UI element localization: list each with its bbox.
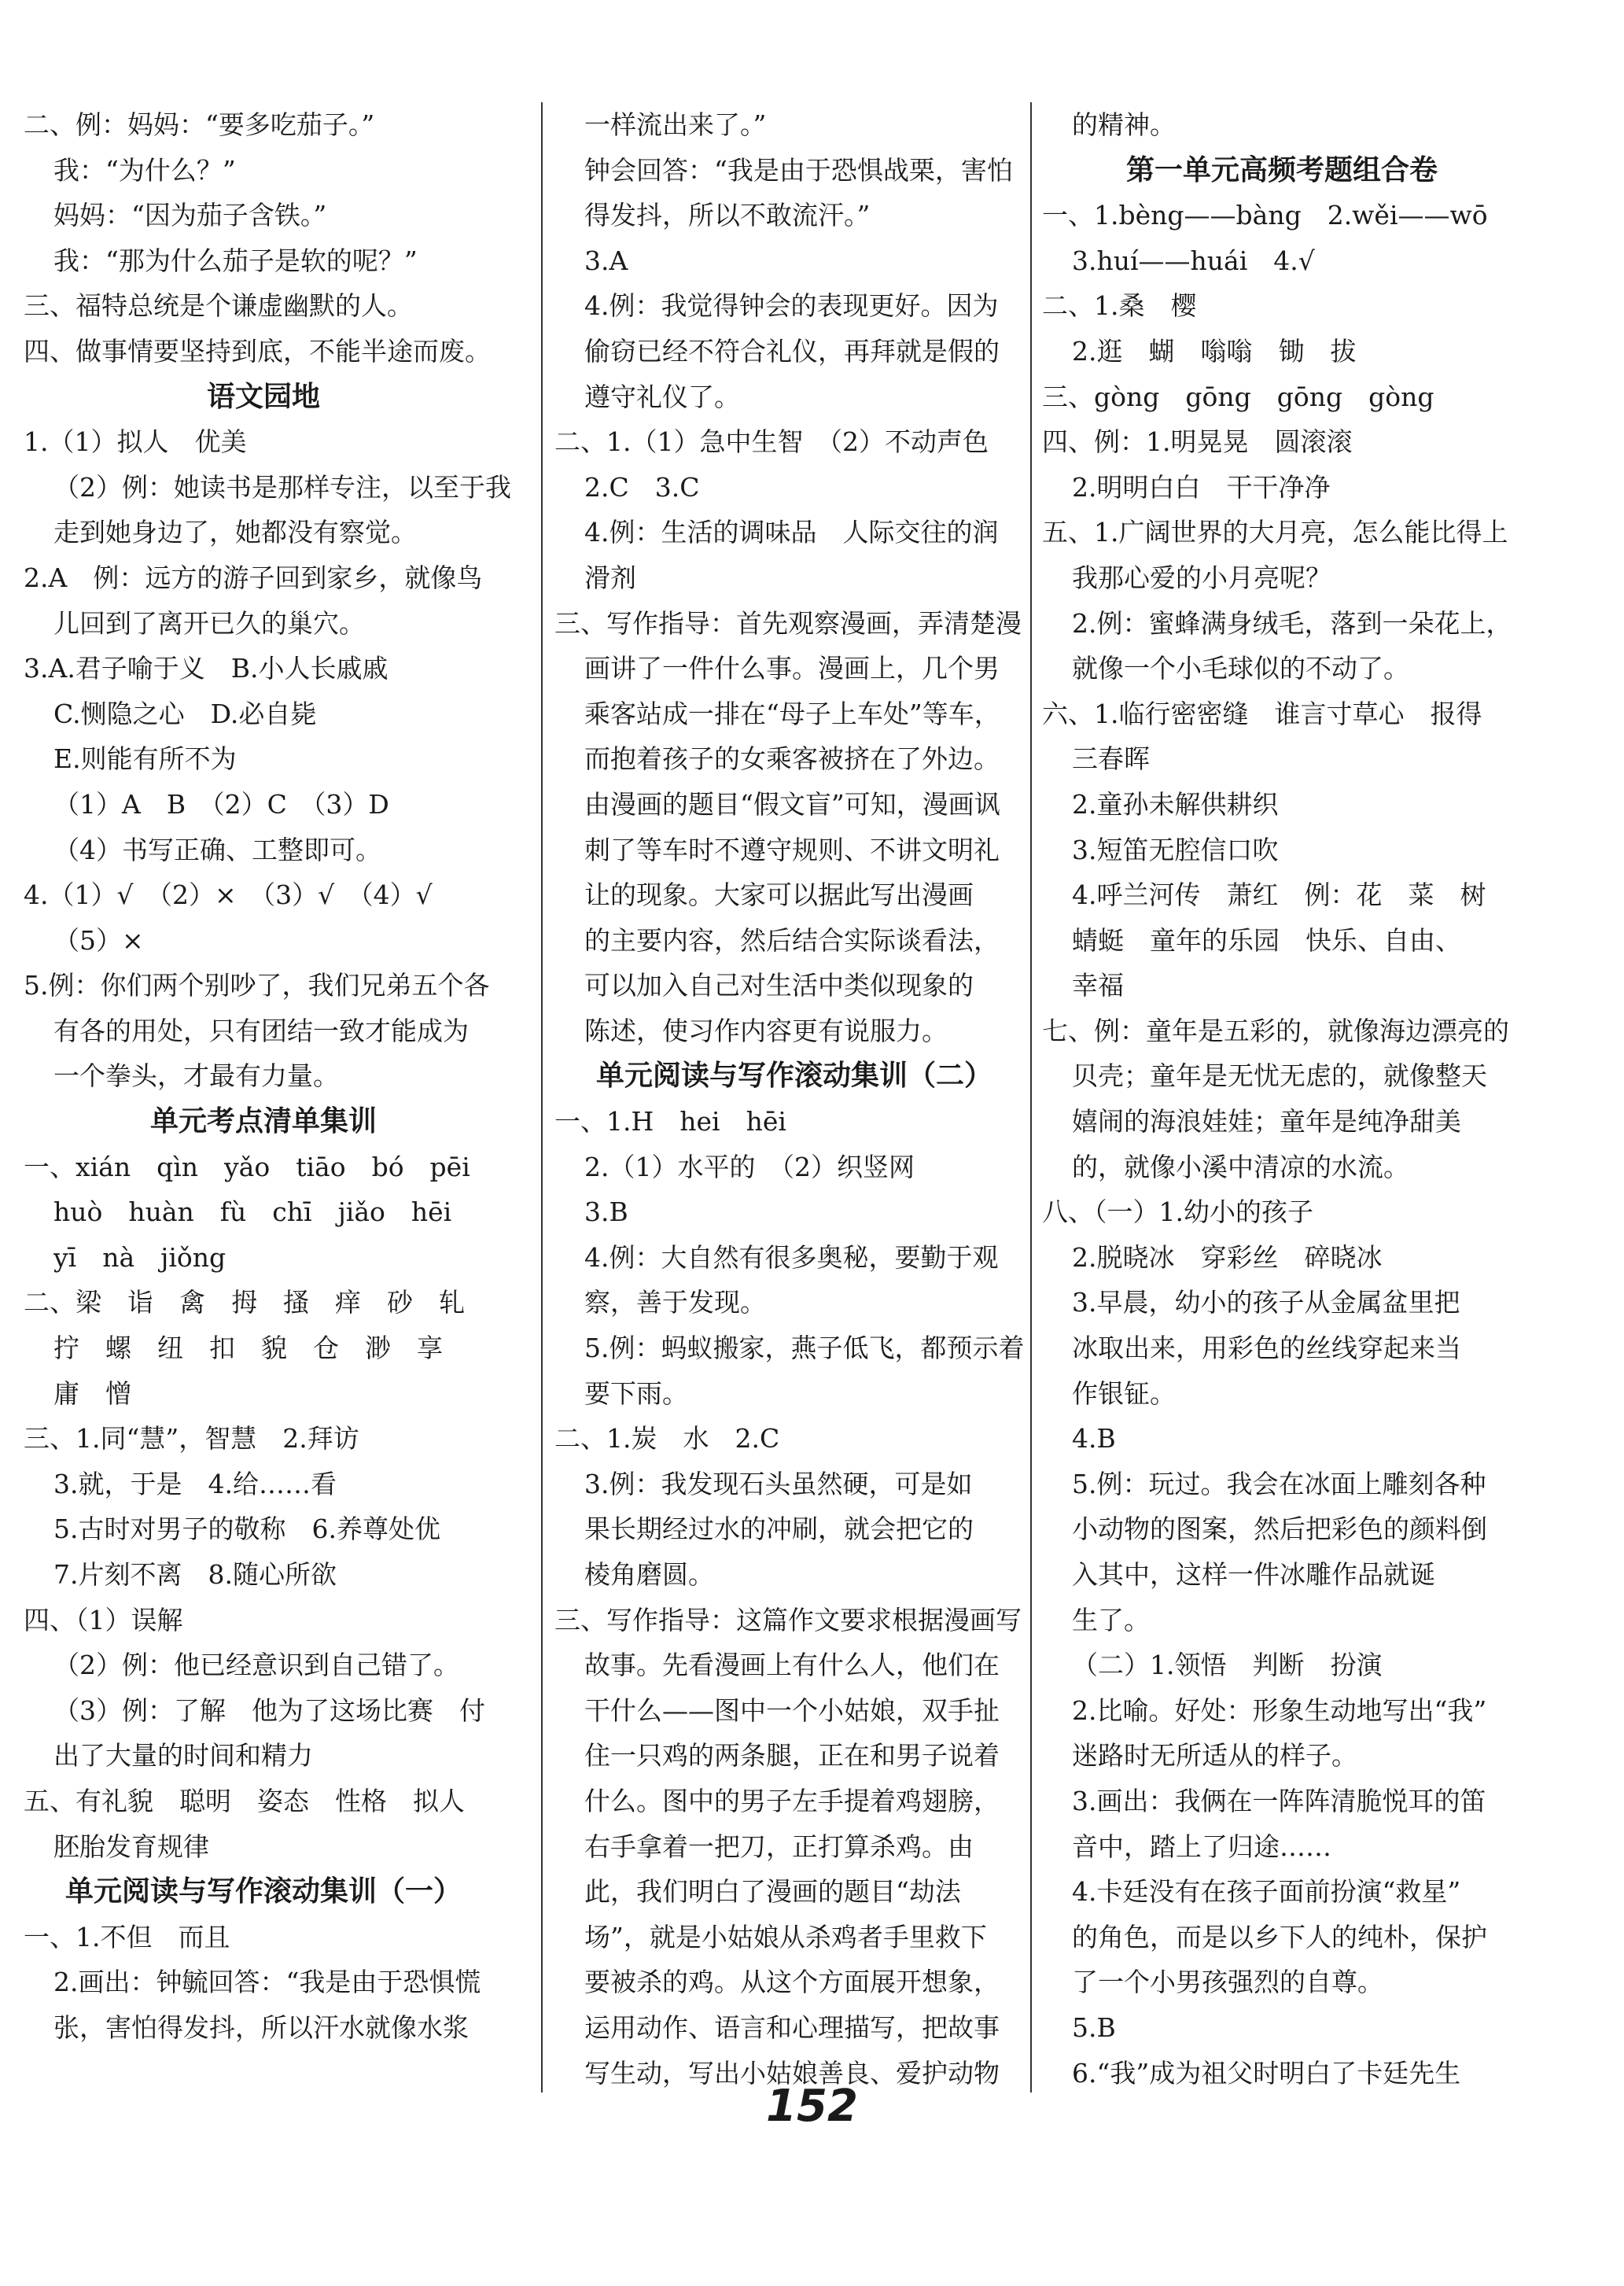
answer-line: 写生动，写出小姑娘善良、爱护动物	[584, 2057, 1000, 2089]
answer-line: 七、例：童年是五彩的，就像海边漂亮的	[1042, 1015, 1509, 1046]
answer-line: 小动物的图案，然后把彩色的颜料倒	[1072, 1514, 1487, 1545]
answer-line: （二）1.领悟 判断 扮演	[1072, 1650, 1383, 1681]
answer-line: 什么。图中的男子左手提着鸡翅膀，	[584, 1785, 1000, 1816]
answer-line: 2.例：蜜蜂满身绒毛，落到一朵花上，	[1072, 607, 1512, 639]
answer-line: 由漫画的题目“假文盲”可知，漫画讽	[584, 788, 1000, 820]
answer-line: 走到她身边了，她都没有察觉。	[53, 517, 417, 548]
answer-line: 三春晖	[1072, 743, 1150, 775]
answer-line: 4.例：大自然有很多奥秘，要勤于观	[584, 1241, 999, 1273]
answer-line: 3.画出：我俩在一阵阵清脆悦耳的笛	[1072, 1785, 1486, 1816]
answer-line: 嬉闹的海浪娃娃；童年是纯净甜美	[1072, 1106, 1461, 1137]
answer-line: 4.例：我觉得钟会的表现更好。因为	[584, 290, 999, 322]
answer-line: 5.例：蚂蚁搬家，燕子低飞，都预示着	[584, 1333, 1025, 1364]
answer-line: 陈述，使习作内容更有说服力。	[584, 1015, 948, 1046]
answer-line: 1.（1）拟人 优美	[24, 426, 247, 458]
section-heading: 单元阅读与写作滚动集训（一）	[64, 1875, 462, 1908]
answer-line: 二、1.炭 水 2.C	[554, 1423, 780, 1455]
answer-line: 的角色，而是以乡下人的纯朴，保护	[1072, 1921, 1487, 1952]
answer-line: 得发抖，所以不敢流汗。”	[584, 200, 871, 231]
answer-line: 我那心爱的小月亮呢？	[1072, 562, 1331, 593]
answer-line: 2.（1）水平的 （2）织竖网	[584, 1151, 915, 1182]
answer-line: 4.呼兰河传 萧红 例：花 菜 树	[1072, 879, 1486, 911]
answer-line: 一、1.bèng——bàng 2.wěi——wō	[1042, 200, 1488, 231]
answer-line: 要被杀的鸡。从这个方面展开想象，	[584, 1967, 1000, 1998]
answer-line: 3.huí——huái 4.√	[1072, 245, 1315, 276]
answer-line: （1）A B （2）C （3）D	[53, 788, 389, 820]
answer-line: 偷窃已经不符合礼仪，再拜就是假的	[584, 335, 1000, 367]
answer-line: 运用动作、语言和心理描写，把故事	[584, 2011, 1000, 2043]
answer-line: 2.脱晓冰 穿彩丝 碎晓冰	[1072, 1241, 1383, 1273]
answer-line: 五、有礼貌 聪明 姿态 性格 拟人	[24, 1785, 465, 1816]
answer-line: 棱角磨圆。	[584, 1559, 714, 1590]
answer-line: 5.古时对男子的敬称 6.养尊处优	[53, 1514, 440, 1545]
answer-line: 一、1.不但 而且	[24, 1921, 230, 1952]
answer-line: 4.例：生活的调味品 人际交往的润	[584, 517, 999, 548]
answer-line: （4）书写正确、工整即可。	[53, 834, 381, 865]
answer-line: 3.就，于是 4.给……看	[53, 1468, 337, 1499]
column-left	[24, 102, 511, 2051]
answer-line: 滑剂	[584, 562, 636, 593]
answer-line: 画讲了一件什么事。漫画上，几个男	[584, 653, 1000, 684]
answer-line: 二、1.（1）急中生智 （2）不动声色	[554, 426, 989, 458]
answer-line: 庸 憎	[53, 1377, 131, 1409]
answer-line: 5.例：你们两个别吵了，我们兄弟五个各	[24, 970, 490, 1001]
answer-line: 4.（1）√ （2）× （3）√ （4）√	[24, 879, 433, 911]
answer-line: 右手拿着一把刀，正打算杀鸡。由	[584, 1831, 974, 1862]
answer-line: 乘客站成一排在“母子上车处”等车，	[584, 698, 1000, 729]
answer-line: 遵守礼仪了。	[584, 381, 740, 412]
answer-line: 果长期经过水的冲刷，就会把它的	[584, 1514, 974, 1545]
answer-line: 的，就像小溪中清凉的水流。	[1072, 1151, 1409, 1182]
answer-line: 四、例：1.明晃晃 圆滚滚	[1042, 426, 1353, 458]
answer-line: 住一只鸡的两条腿，正在和男子说着	[584, 1740, 1000, 1772]
answer-line: （2）例：他已经意识到自己错了。	[53, 1650, 459, 1681]
answer-line: 刺了等车时不遵守规则、不讲文明礼	[584, 834, 1000, 865]
answer-line: 六、1.临行密密缝 谁言寸草心 报得	[1042, 698, 1482, 729]
answer-line: 2.A 例：远方的游子回到家乡，就像鸟	[24, 562, 483, 593]
answer-line: 4.B	[1072, 1423, 1116, 1455]
answer-line: 四、做事情要坚持到底，不能半途而废。	[24, 335, 491, 367]
answer-line: 就像一个小毛球似的不动了。	[1072, 653, 1409, 684]
answer-line: 3.B	[584, 1196, 628, 1228]
section-heading: 单元考点清单集训	[149, 1105, 377, 1138]
answer-line: 让的现象。大家可以据此写出漫画	[584, 879, 974, 911]
answer-line: 而抱着孩子的女乘客被挤在了外边。	[584, 743, 1000, 775]
answer-line: （2）例：她读书是那样专注，以至于我	[53, 471, 511, 503]
answer-line: 五、1.广阔世界的大月亮，怎么能比得上	[1042, 517, 1508, 548]
answer-line: 作银钲。	[1072, 1377, 1176, 1409]
column-right	[1042, 102, 1522, 2096]
section-heading: 单元阅读与写作滚动集训（二）	[595, 1060, 992, 1093]
answer-line: （5）×	[53, 924, 144, 956]
answer-line: E.则能有所不为	[53, 743, 237, 775]
answer-line: 贝壳；童年是无忧无虑的，就像整天	[1072, 1060, 1487, 1092]
answer-line: 儿回到了离开已久的巢穴。	[53, 607, 365, 639]
answer-line: yī nà jiǒng	[53, 1241, 226, 1273]
answer-line: 出了大量的时间和精力	[53, 1740, 313, 1772]
answer-line: 张，害怕得发抖，所以汗水就像水浆	[53, 2011, 469, 2043]
answer-line: 音中，踏上了归途……	[1072, 1831, 1331, 1862]
answer-line: 胚胎发育规律	[53, 1831, 209, 1862]
answer-line: 我：“为什么？”	[53, 154, 236, 186]
answer-line: （3）例：了解 他为了这场比赛 付	[53, 1694, 485, 1726]
answer-line: 妈妈：“因为茄子含铁。”	[53, 200, 327, 231]
answer-line: 迷路时无所适从的样子。	[1072, 1740, 1357, 1772]
answer-line: 此，我们明白了漫画的题目“劫法	[584, 1876, 961, 1908]
answer-line: 三、写作指导：这篇作文要求根据漫画写	[554, 1604, 1022, 1635]
answer-line: 2.逛 蝴 嗡嗡 锄 拔	[1072, 335, 1357, 367]
answer-line: 二、梁 诣 禽 拇 搔 痒 砂 轧	[24, 1287, 465, 1318]
answer-line: 幸福	[1072, 970, 1124, 1001]
answer-line: 了一个小男孩强烈的自尊。	[1072, 1967, 1383, 1998]
answer-line: 3.A	[584, 245, 628, 276]
column-middle	[554, 102, 1034, 2096]
answer-line: 一、1.H hei hēi	[554, 1106, 786, 1137]
section-heading: 第一单元高频考题组合卷	[1125, 153, 1438, 186]
answer-line: 三、gòng gōng gōng gòng	[1042, 381, 1434, 412]
answer-line: 有各的用处，只有团结一致才能成为	[53, 1015, 469, 1046]
answer-line: 7.片刻不离 8.随心所欲	[53, 1559, 337, 1590]
answer-line: 一样流出来了。”	[584, 109, 767, 140]
answer-line: 故事。先看漫画上有什么人，他们在	[584, 1650, 1000, 1681]
answer-line: 2.画出：钟毓回答：“我是由于恐惧慌	[53, 1967, 481, 1998]
section-heading: 语文园地	[206, 380, 320, 413]
answer-line: 察，善于发现。	[584, 1287, 766, 1318]
answer-line: 6.“我”成为祖父时明白了卡廷先生	[1072, 2057, 1461, 2089]
answer-line: 二、1.桑 樱	[1042, 290, 1197, 322]
answer-line: 八、（一）1.幼小的孩子	[1042, 1196, 1313, 1228]
answer-line: 蜻蜓 童年的乐园 快乐、自由、	[1072, 924, 1461, 956]
column-divider	[541, 102, 543, 2092]
answer-line: 三、写作指导：首先观察漫画，弄清楚漫	[554, 607, 1022, 639]
answer-line: 拧 螺 纽 扣 貌 仓 渺 享	[53, 1333, 443, 1364]
answer-line: 三、福特总统是个谦虚幽默的人。	[24, 290, 413, 322]
answer-line: C.恻隐之心 D.必自毙	[53, 698, 317, 729]
answer-line: 2.比喻。好处：形象生动地写出“我”	[1072, 1694, 1487, 1726]
answer-line: 4.卡廷没有在孩子面前扮演“救星”	[1072, 1876, 1461, 1908]
answer-line: 2.C 3.C	[584, 471, 700, 503]
answer-line: 5.B	[1072, 2011, 1116, 2043]
answer-line: 入其中，这样一件冰雕作品就诞	[1072, 1559, 1435, 1590]
answer-line: 5.例：玩过。我会在冰面上雕刻各种	[1072, 1468, 1486, 1499]
answer-line: 3.早晨，幼小的孩子从金属盆里把	[1072, 1287, 1460, 1318]
answer-line: 场”，就是小姑娘从杀鸡者手里救下	[584, 1921, 987, 1952]
answer-line: 三、1.同“慧”，智慧 2.拜访	[24, 1423, 359, 1455]
page-number: 152	[766, 2081, 858, 2132]
answer-line: 四、（1）误解	[24, 1604, 183, 1635]
answer-line: 的精神。	[1072, 109, 1176, 140]
answer-line: 的主要内容，然后结合实际谈看法，	[584, 924, 1000, 956]
answer-line: 3.A.君子喻于义 B.小人长戚戚	[24, 653, 389, 684]
answer-line: 干什么——图中一个小姑娘，双手扯	[584, 1694, 1000, 1726]
answer-line: huò huàn fù chī jiǎo hēi	[53, 1196, 452, 1228]
answer-line: 一个拳头，才最有力量。	[53, 1060, 339, 1092]
answer-line: 钟会回答：“我是由于恐惧战栗，害怕	[584, 154, 1013, 186]
answer-line: 2.童孙未解供耕织	[1072, 788, 1279, 820]
answer-line: 3.例：我发现石头虽然硬，可是如	[584, 1468, 973, 1499]
answer-line: 冰取出来，用彩色的丝线穿起来当	[1072, 1333, 1461, 1364]
answer-line: 我：“那为什么茄子是软的呢？”	[53, 245, 418, 276]
answer-line: 二、例：妈妈：“要多吃茄子。”	[24, 109, 375, 140]
column-divider	[1030, 102, 1032, 2092]
answer-line: 生了。	[1072, 1604, 1150, 1635]
answer-line: 要下雨。	[584, 1377, 688, 1409]
answer-line: 2.明明白白 干干净净	[1072, 471, 1331, 503]
answer-line: 一、xián qìn yǎo tiāo bó pēi	[24, 1151, 470, 1182]
answer-line: 可以加入自己对生活中类似现象的	[584, 970, 974, 1001]
answer-line: 3.短笛无腔信口吹	[1072, 834, 1279, 865]
